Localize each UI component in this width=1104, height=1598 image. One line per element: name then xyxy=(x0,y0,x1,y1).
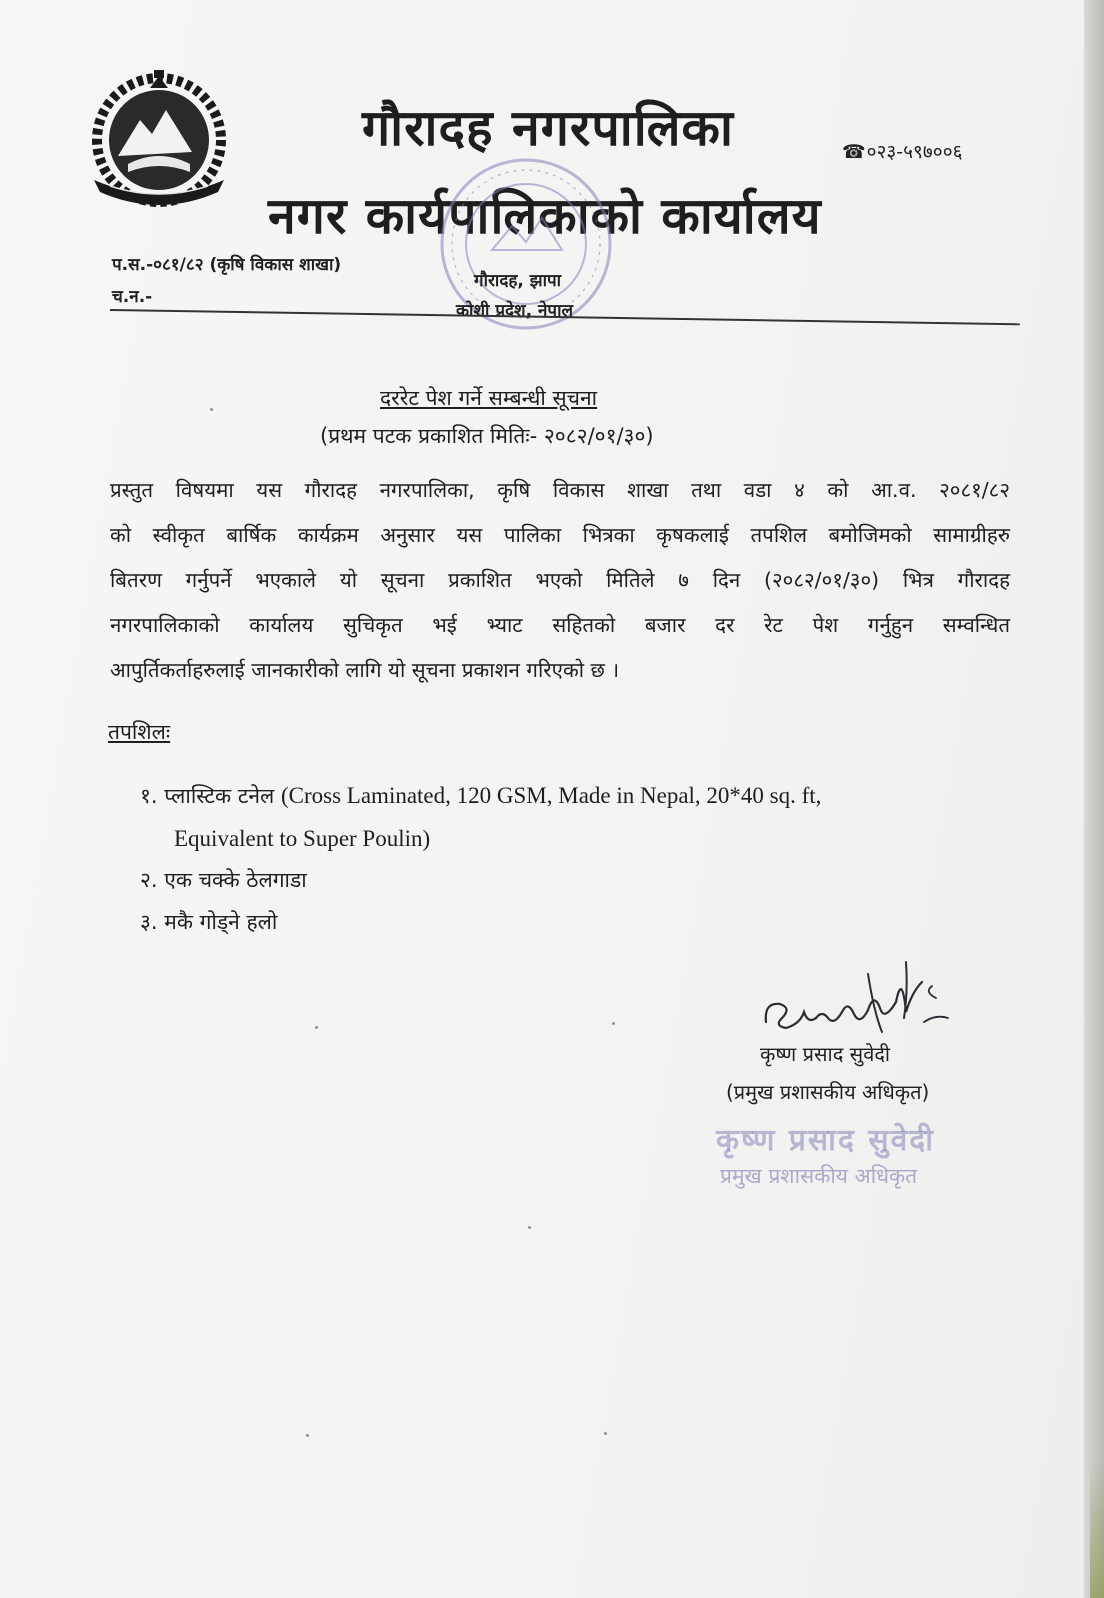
address-province: कोशी प्रदेश, नेपाल xyxy=(456,301,573,321)
phone-number xyxy=(842,138,962,164)
paper-speck xyxy=(528,1226,531,1229)
page-edge-shadow xyxy=(1084,0,1104,1598)
notice-title: दररेट पेश गर्ने सम्बन्धी सूचना xyxy=(380,386,598,410)
phone-icon: ☎ xyxy=(842,141,866,163)
body-line: बितरण गर्नुपर्ने भएकाले यो सूचना प्रकाशित भएको मितिले ७ दिन (२०८२/०१/३०) भित्र गौरादह xyxy=(110,568,1010,592)
item-number: २. xyxy=(140,868,158,892)
paper-speck xyxy=(315,1026,318,1029)
tapshil-heading: तपशिलः xyxy=(108,720,171,744)
office-name: नगर कार्यपालिकाको कार्यालय xyxy=(268,187,822,245)
dispatch-number: च.न.- xyxy=(112,287,153,307)
list-item xyxy=(140,782,821,810)
org-name: गौरादह नगरपालिका xyxy=(362,99,734,157)
item-name: प्लास्टिक टनेल xyxy=(164,784,275,808)
item-spec-continued: Equivalent to Super Poulin) xyxy=(174,826,431,851)
phone-value: ०२३-५९७००६ xyxy=(866,141,963,163)
signatory-stamp-name: कृष्ण प्रसाद सुवेदी xyxy=(716,1123,935,1158)
paper-speck xyxy=(306,1434,309,1437)
body-line: आपुर्तिकर्ताहरुलाई जानकारीको लागि यो सूचना प्रकाशन गरिएको छ । xyxy=(110,658,620,682)
body-line: को स्वीकृत बार्षिक कार्यक्रम अनुसार यस पालिका भित्रका कृषकलाई तपशिल बमोजिमको सामाग्रीहरु xyxy=(110,523,1010,547)
list-item-continuation xyxy=(174,826,430,852)
body-line: प्रस्तुत विषयमा यस गौरादह नगरपालिका, कृषि विकास शाखा तथा वडा ४ को आ.व. २०८१/८२ xyxy=(110,478,1010,502)
signatory-title: (प्रमुख प्रशासकीय अधिकृत) xyxy=(726,1080,930,1104)
body-line: नगरपालिकाको कार्यालय सुचिकृत भई भ्याट सहितको बजार दर रेट पेश गर्नुहुन सम्वन्धित xyxy=(110,613,1010,637)
item-spec: (Cross Laminated, 120 GSM, Made in Nepal, 20*40 sq. ft, xyxy=(280,783,822,808)
signatory-stamp-title: प्रमुख प्रशासकीय अधिकृत xyxy=(720,1164,918,1188)
item-name: एक चक्के ठेलगाडा xyxy=(164,868,307,892)
item-number: १. xyxy=(140,784,158,808)
list-item xyxy=(140,866,307,894)
reference-number: प.स.-०८१/८२ (कृषि विकास शाखा) xyxy=(112,255,342,275)
handwritten-signature xyxy=(756,952,966,1052)
item-number: ३. xyxy=(140,910,158,934)
paper-speck xyxy=(210,408,213,411)
nepal-emblem-icon xyxy=(88,68,230,208)
item-name: मकै गोड्ने हलो xyxy=(164,910,278,934)
page-edge-tint xyxy=(1090,1460,1104,1598)
signatory-name: कृष्ण प्रसाद सुवेदी xyxy=(760,1042,891,1066)
paper-speck xyxy=(612,1022,615,1025)
paper-speck xyxy=(604,1432,607,1435)
address-city: गौरादह, झापा xyxy=(474,271,562,291)
notice-subtitle: (प्रथम पटक प्रकाशित मितिः- २०८२/०१/३०) xyxy=(320,424,654,448)
list-item xyxy=(140,908,277,936)
